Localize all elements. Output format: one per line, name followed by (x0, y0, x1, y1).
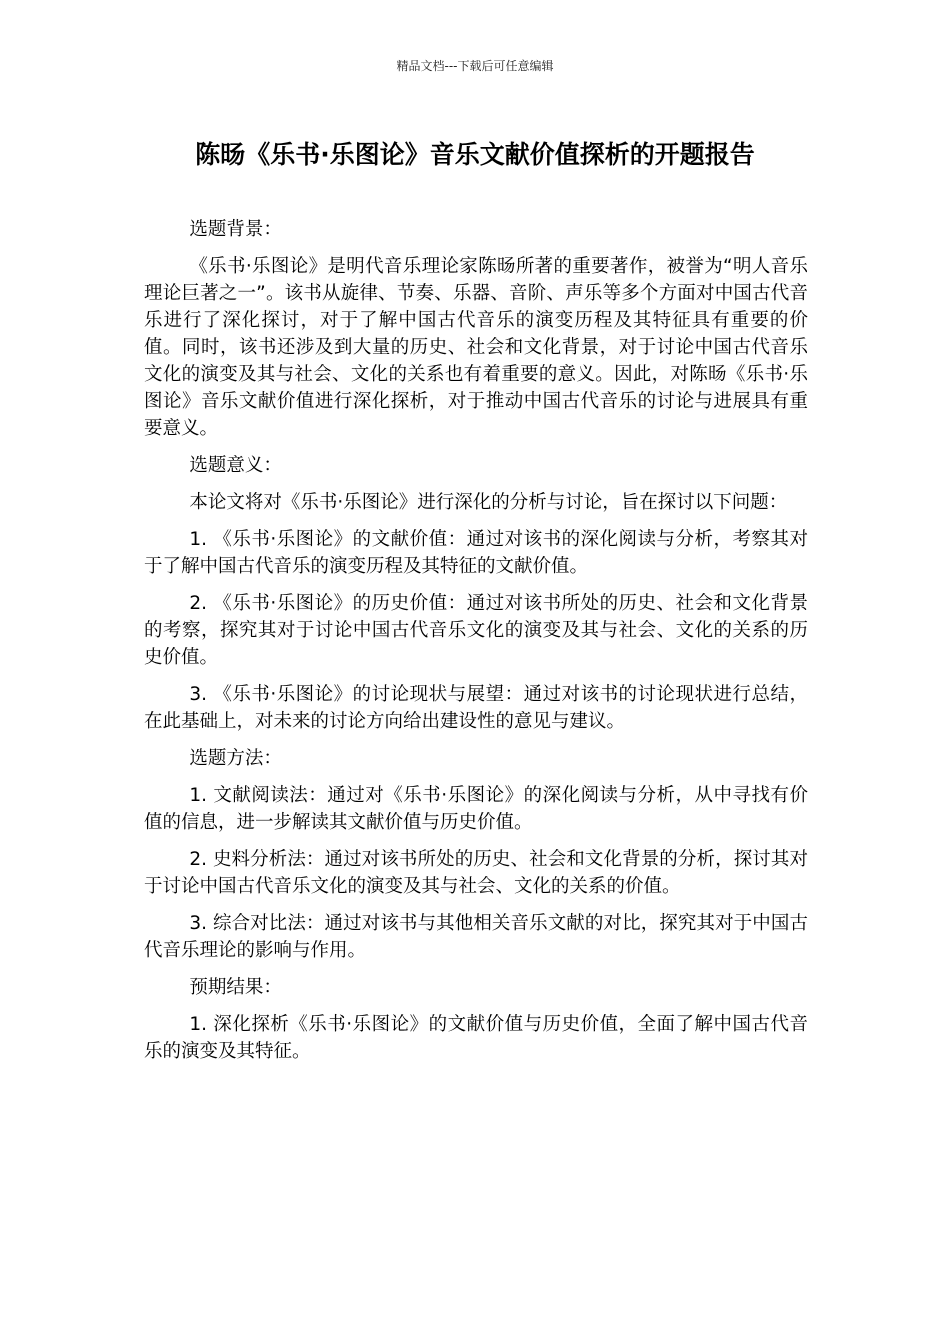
significance-intro: 本论文将对《乐书·乐图论》进行深化的分析与讨论，旨在探讨以下问题： (189, 492, 788, 513)
background-paragraph: 《乐书·乐图论》是明代音乐理论家陈旸所著的重要著作，被誉为“明人音乐理论巨著之一”。该书从旋律、节奏、乐器、音阶、声乐等多个方面对中国古代音乐进行了深化探讨，对于了解中国古代音乐的演变历程及其特征具有重要的价值。同时，该书还涉及到大量的历史、社会和文化背景，对于讨论中国古代音乐文化的演变及其与社会、文化的关系也有着重要的意义。因此，对陈旸《乐书·乐图论》音乐文献价值进行深化探析，对于推动中国古代音乐的讨论与进展具有重要意义。 (144, 256, 808, 439)
method-heading: 选题方法： (189, 748, 282, 769)
document-body (144, 216, 808, 1075)
page-header: 精品文档---下载后可任意编辑 (396, 59, 554, 73)
significance-heading: 选题意义： (189, 455, 282, 476)
background-heading: 选题背景： (189, 219, 282, 240)
significance-item: 3. 《乐书·乐图论》的讨论现状与展望：通过对该书的讨论现状进行总结，在此基础上，对未来的讨论方向给出建设性的意见与建议。 (144, 684, 808, 732)
results-item: 1. 深化探析《乐书·乐图论》的文献价值与历史价值，全面了解中国古代音乐的演变及其特征。 (144, 1014, 808, 1062)
document-title: 陈旸《乐书·乐图论》音乐文献价值探析的开题报告 (195, 140, 755, 169)
method-item: 3. 综合对比法：通过对该书与其他相关音乐文献的对比，探究其对于中国古代音乐理论的影响与作用。 (144, 913, 808, 961)
results-heading: 预期结果： (189, 977, 282, 998)
method-item: 2. 史料分析法：通过对该书所处的历史、社会和文化背景的分析，探讨其对于讨论中国古代音乐文化的演变及其与社会、文化的关系的价值。 (144, 849, 808, 897)
significance-item: 1. 《乐书·乐图论》的文献价值：通过对该书的深化阅读与分析，考察其对于了解中国古代音乐的演变历程及其特征的文献价值。 (144, 529, 808, 577)
method-item: 1. 文献阅读法：通过对《乐书·乐图论》的深化阅读与分析，从中寻找有价值的信息，进一步解读其文献价值与历史价值。 (144, 785, 808, 833)
significance-item: 2. 《乐书·乐图论》的历史价值：通过对该书所处的历史、社会和文化背景的考察，探究其对于讨论中国古代音乐文化的演变及其与社会、文化的关系的历史价值。 (144, 593, 808, 668)
